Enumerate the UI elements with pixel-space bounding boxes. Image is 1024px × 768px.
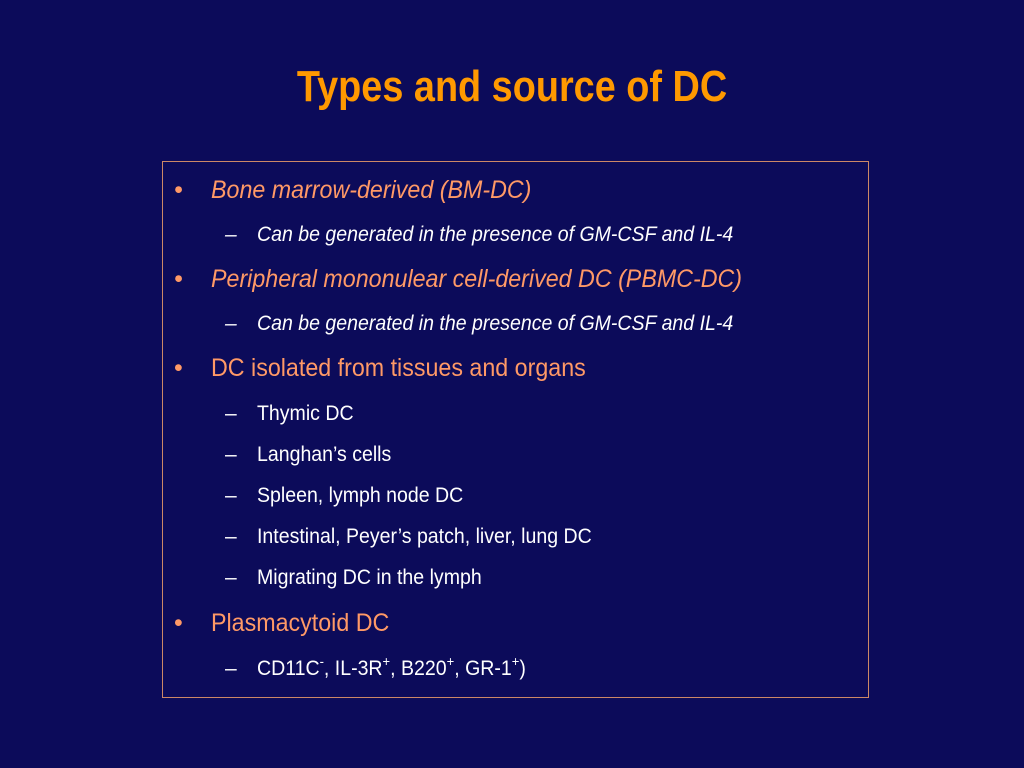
bullet-label: Plasmacytoid DC: [211, 609, 390, 637]
bullet-marker: •: [174, 265, 183, 293]
dash-marker: –: [225, 484, 237, 507]
bullet-bone-marrow: [174, 176, 556, 205]
sub-item-label: Intestinal, Peyer’s patch, liver, lung DC: [257, 525, 592, 548]
bullet-label: Peripheral mononulear cell-derived DC (PBMC-DC): [211, 265, 743, 293]
sub-item-bm-generation: [225, 223, 769, 247]
sub-item-label: Can be generated in the presence of GM-CSF and IL-4: [257, 312, 734, 335]
sub-item-label: Can be generated in the presence of GM-CSF and IL-4: [257, 223, 734, 246]
bullet-label: Bone marrow-derived (BM-DC): [211, 176, 532, 204]
marker-cd11c-sup: -: [319, 653, 324, 669]
marker-b220-sup: +: [446, 653, 455, 669]
marker-gr1-sup: +: [511, 653, 520, 669]
dash-marker: –: [225, 312, 237, 335]
sub-item-migrating: [225, 566, 499, 590]
sub-item-label: Thymic DC: [257, 402, 354, 425]
bullet-marker: •: [174, 609, 183, 637]
dash-marker: –: [225, 223, 237, 246]
sub-item-label: Spleen, lymph node DC: [257, 484, 464, 507]
bullet-plasmacytoid: [174, 609, 403, 638]
sub-item-pbmc-generation: [225, 312, 769, 336]
dash-marker: –: [225, 443, 237, 466]
bullet-marker: •: [174, 354, 183, 382]
marker-b220: , B220: [390, 657, 447, 680]
slide-title: Types and source of DC: [296, 62, 728, 111]
sub-item-intestinal: [225, 525, 617, 549]
marker-il3r: , IL-3R: [323, 657, 383, 680]
content-box: [162, 161, 869, 698]
marker-list: [257, 653, 526, 681]
marker-gr1: , GR-1: [454, 657, 512, 680]
bullet-tissues-organs: [174, 354, 614, 383]
sub-item-markers: [225, 653, 546, 681]
bullet-peripheral: [174, 265, 782, 294]
sub-item-langhans: [225, 443, 401, 467]
bullet-marker: •: [174, 176, 183, 204]
marker-il3r-sup: +: [382, 653, 391, 669]
sub-item-label: Langhan’s cells: [257, 443, 392, 466]
dash-marker: –: [225, 402, 237, 425]
dash-marker: –: [225, 657, 237, 680]
marker-close: ): [519, 657, 526, 680]
marker-cd11c: CD11C: [257, 657, 320, 680]
sub-item-spleen: [225, 484, 479, 508]
dash-marker: –: [225, 566, 237, 589]
sub-item-thymic: [225, 402, 361, 426]
sub-item-label: Migrating DC in the lymph: [257, 566, 482, 589]
bullet-label: DC isolated from tissues and organs: [211, 354, 586, 382]
dash-marker: –: [225, 525, 237, 548]
